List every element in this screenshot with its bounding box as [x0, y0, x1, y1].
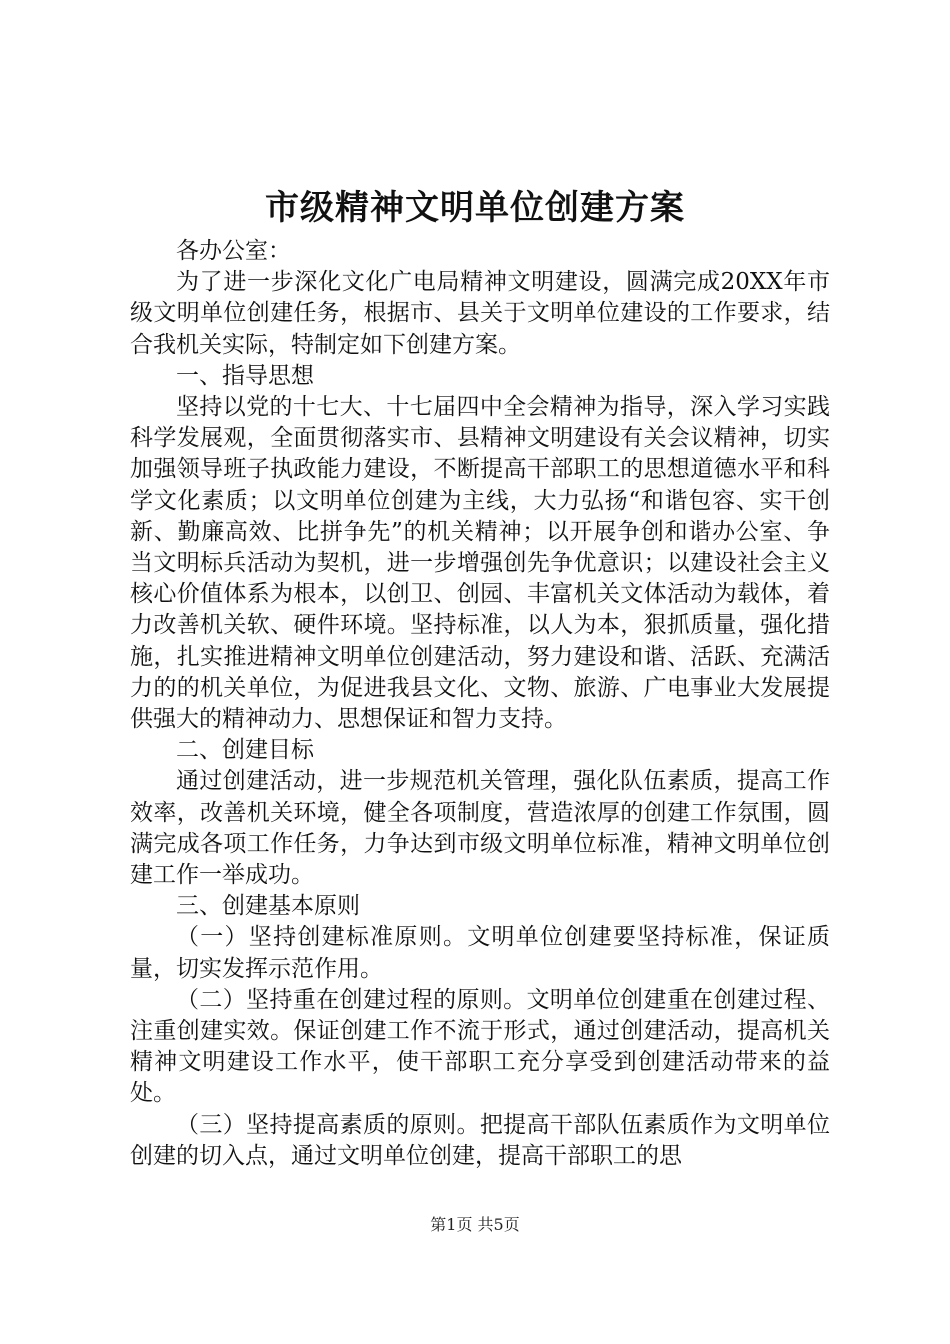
section-heading-guiding-ideology: 一、指导思想 — [176, 362, 314, 389]
section-heading-goals: 二、创建目标 — [176, 737, 314, 764]
section-body-goals: 通过创建活动，进一步规范机关管理，强化队伍素质，提高工作效率，改善机关环境，健全各项制度，营造浓厚的创建工作氛围，圆满完成各项工作任务，力争达到市级文明单位标准，精神文明单位创建工作一举成功。 — [130, 768, 830, 889]
principle-1: （一）坚持创建标准原则。文明单位创建要坚持标准，保证质量，切实发挥示范作用。 — [130, 924, 830, 982]
page-indicator: 第1页 共5页 — [430, 1215, 520, 1234]
salutation: 各办公室： — [176, 238, 291, 264]
principle-2: （二）坚持重在创建过程的原则。文明单位创建重在创建过程、注重创建实效。保证创建工作不流于形式，通过创建活动，提高机关精神文明建设工作水平，使干部职工充分享受到创建活动带来的益处。 — [130, 986, 830, 1107]
document-title: 市级精神文明单位创建方案 — [265, 188, 685, 228]
principle-3: （三）坚持提高素质的原则。把提高干部队伍素质作为文明单位创建的切入点，通过文明单位创建，提高干部职工的思 — [130, 1111, 830, 1169]
document-body — [130, 236, 830, 1172]
intro-paragraph: 为了进一步深化文化广电局精神文明建设，圆满完成20XX年市级文明单位创建任务，根据市、县关于文明单位建设的工作要求，结合我机关实际，特制定如下创建方案。 — [130, 269, 830, 358]
section-body-guiding-ideology: 坚持以党的十七大、十七届四中全会精神为指导，深入学习实践科学发展观，全面贯彻落实市、县精神文明建设有关会议精神，切实加强领导班子执政能力建设，不断提高干部职工的思想道德水平和科学文化素质；以文明单位创建为主线，大力弘扬“和谐包容、实干创新、勤廉高效、比拼争先”的机关精神；以开展争创和谐办公室、争当文明标兵活动为契机，进一步增强创先争优意识；以建设社会主义核心价值体系为根本，以创卫、创园、丰富机关文体活动为载体，着力改善机关软、硬件环境。坚持标准，以人为本，狠抓质量，强化措施，扎实推进精神文明单位创建活动，努力建设和谐、活跃、充满活力的的机关单位，为促进我县文化、文物、旅游、广电事业大发展提供强大的精神动力、思想保证和智力支持。 — [130, 394, 830, 733]
section-heading-principles: 三、创建基本原则 — [176, 893, 360, 920]
